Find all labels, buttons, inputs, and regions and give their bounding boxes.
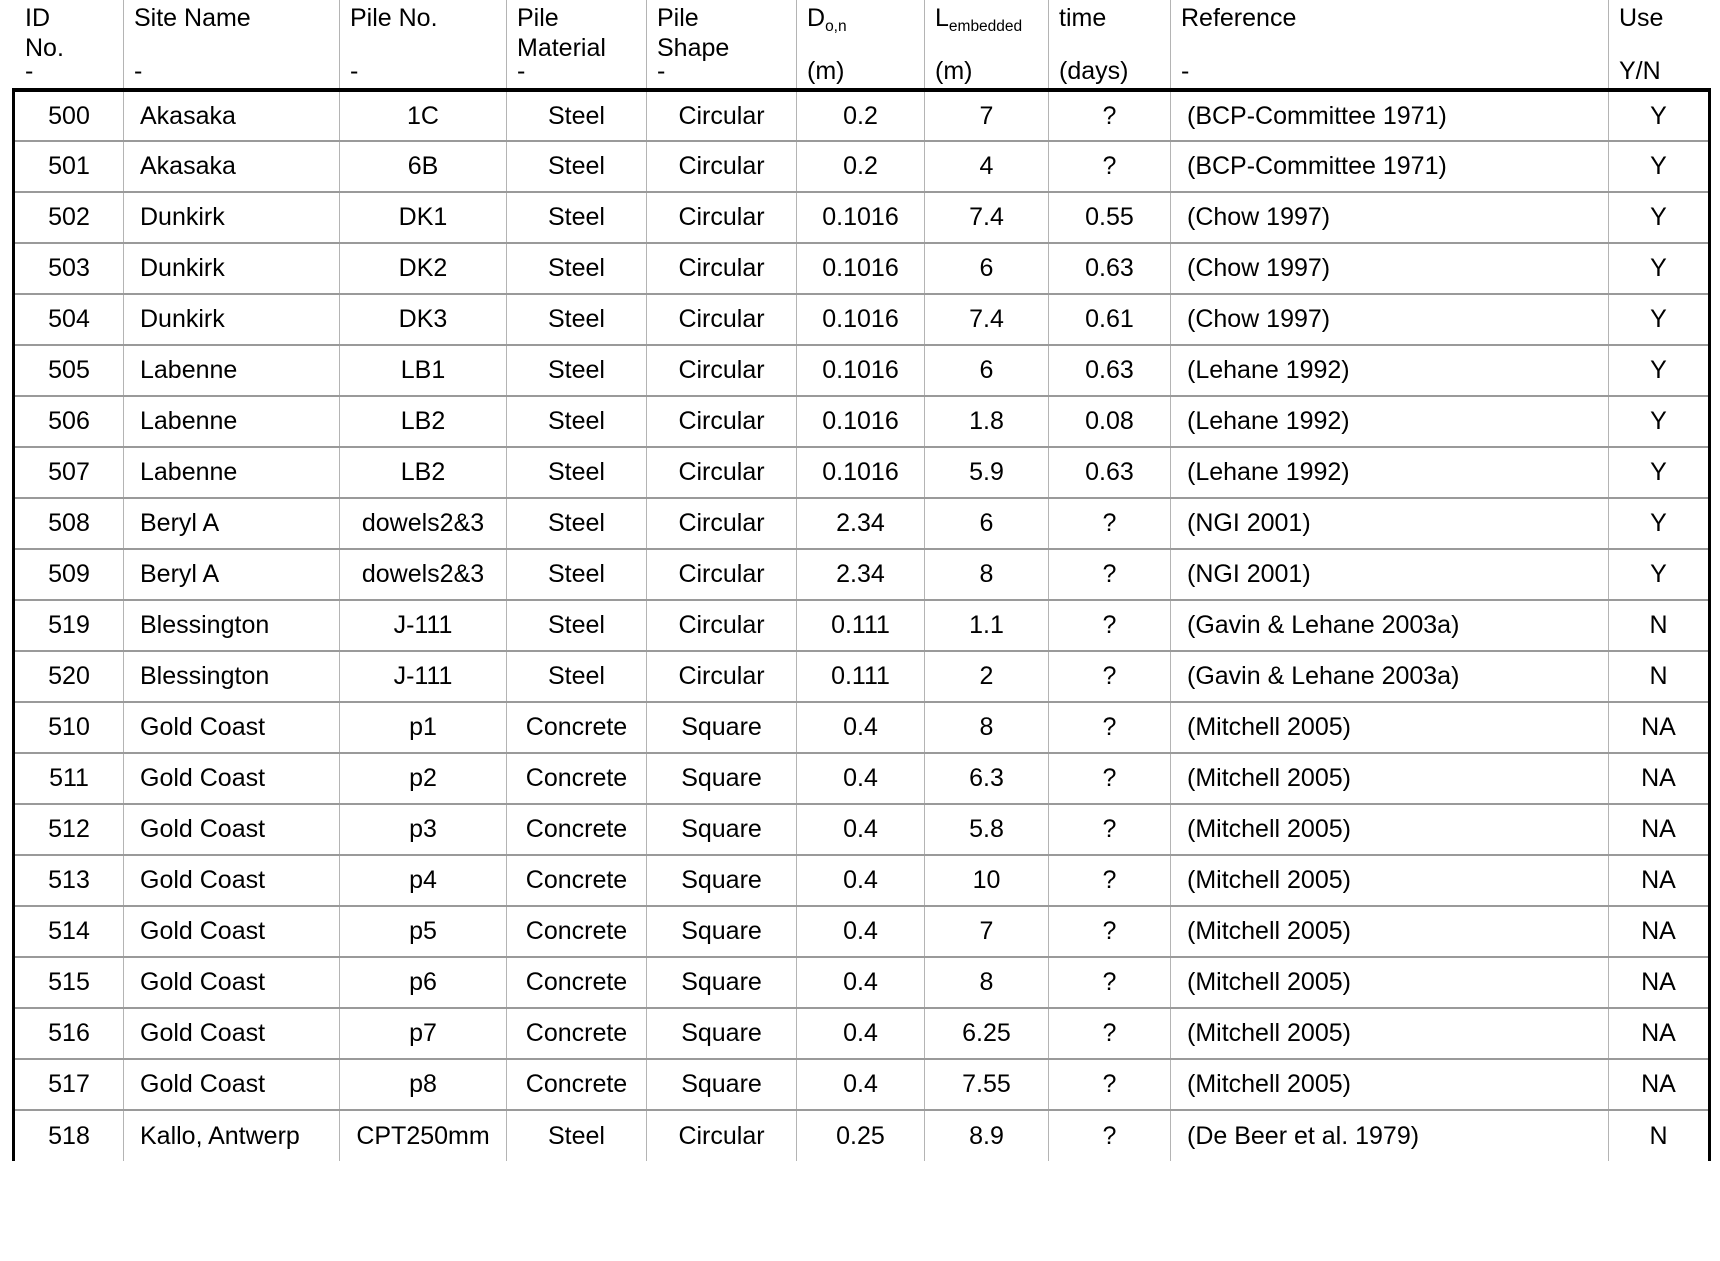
cell-d_on: 0.4 (797, 1008, 925, 1059)
cell-material: Concrete (507, 906, 647, 957)
cell-l_emb: 2 (925, 651, 1049, 702)
column-header-title: time (1059, 4, 1107, 32)
cell-time: ? (1049, 1008, 1171, 1059)
cell-use: Y (1609, 396, 1710, 447)
cell-time: ? (1049, 651, 1171, 702)
column-header-unit: - (134, 57, 143, 86)
cell-reference: (Gavin & Lehane 2003a) (1171, 600, 1609, 651)
cell-d_on: 0.25 (797, 1110, 925, 1161)
cell-id: 506 (14, 396, 124, 447)
cell-material: Steel (507, 141, 647, 192)
cell-l_emb: 5.8 (925, 804, 1049, 855)
cell-site: Labenne (124, 345, 340, 396)
cell-pile_no: p1 (340, 702, 507, 753)
column-header-title: Use (1619, 4, 1664, 32)
cell-shape: Square (647, 1008, 797, 1059)
cell-material: Concrete (507, 753, 647, 804)
column-header-title: $L_{embedded}$ (935, 4, 1023, 35)
cell-site: Gold Coast (124, 804, 340, 855)
column-header-cell (1171, 0, 1608, 88)
cell-l_emb: 10 (925, 855, 1049, 906)
cell-time: ? (1049, 1110, 1171, 1161)
cell-pile_no: 1C (340, 90, 507, 141)
cell-id: 516 (14, 1008, 124, 1059)
cell-use: Y (1609, 90, 1710, 141)
cell-reference: (Mitchell 2005) (1171, 1059, 1609, 1110)
cell-use: Y (1609, 447, 1710, 498)
cell-material: Concrete (507, 957, 647, 1008)
cell-time: ? (1049, 600, 1171, 651)
table-row[interactable] (14, 447, 1710, 498)
column-header-cell (507, 0, 646, 88)
column-header-title: Reference (1181, 4, 1297, 32)
cell-material: Steel (507, 498, 647, 549)
column-header-shape (647, 0, 797, 90)
cell-reference: (BCP-Committee 1971) (1171, 90, 1609, 141)
cell-d_on: 0.4 (797, 957, 925, 1008)
cell-time: 0.63 (1049, 447, 1171, 498)
cell-shape: Square (647, 753, 797, 804)
cell-pile_no: DK1 (340, 192, 507, 243)
table-row[interactable] (14, 651, 1710, 702)
cell-use: Y (1609, 141, 1710, 192)
cell-site: Akasaka (124, 141, 340, 192)
column-header-reference (1171, 0, 1609, 90)
cell-site: Gold Coast (124, 855, 340, 906)
cell-pile_no: dowels2&3 (340, 498, 507, 549)
column-header-cell (925, 0, 1048, 88)
column-header-unit: - (25, 57, 34, 86)
cell-id: 512 (14, 804, 124, 855)
cell-d_on: 0.1016 (797, 447, 925, 498)
column-header-pile_no (340, 0, 507, 90)
cell-l_emb: 6.3 (925, 753, 1049, 804)
cell-l_emb: 7 (925, 906, 1049, 957)
cell-site: Blessington (124, 651, 340, 702)
cell-l_emb: 6 (925, 345, 1049, 396)
cell-time: ? (1049, 753, 1171, 804)
cell-reference: (Chow 1997) (1171, 294, 1609, 345)
cell-shape: Circular (647, 396, 797, 447)
column-header-title: Site Name (134, 4, 251, 32)
cell-site: Dunkirk (124, 192, 340, 243)
cell-d_on: 0.1016 (797, 396, 925, 447)
column-header-cell (340, 0, 506, 88)
cell-id: 511 (14, 753, 124, 804)
table-body (14, 90, 1710, 1161)
cell-use: NA (1609, 957, 1710, 1008)
cell-shape: Circular (647, 498, 797, 549)
column-header-unit: (m) (807, 57, 845, 86)
cell-material: Steel (507, 294, 647, 345)
cell-material: Steel (507, 90, 647, 141)
cell-id: 518 (14, 1110, 124, 1161)
cell-reference: (Mitchell 2005) (1171, 753, 1609, 804)
cell-d_on: 0.4 (797, 906, 925, 957)
cell-d_on: 0.4 (797, 753, 925, 804)
cell-l_emb: 1.8 (925, 396, 1049, 447)
cell-site: Gold Coast (124, 906, 340, 957)
cell-site: Labenne (124, 447, 340, 498)
cell-l_emb: 8.9 (925, 1110, 1049, 1161)
cell-site: Kallo, Antwerp (124, 1110, 340, 1161)
table-row[interactable] (14, 804, 1710, 855)
cell-reference: (Gavin & Lehane 2003a) (1171, 651, 1609, 702)
cell-pile_no: DK2 (340, 243, 507, 294)
cell-l_emb: 7.55 (925, 1059, 1049, 1110)
cell-l_emb: 8 (925, 957, 1049, 1008)
cell-site: Gold Coast (124, 702, 340, 753)
cell-use: N (1609, 651, 1710, 702)
cell-l_emb: 4 (925, 141, 1049, 192)
cell-pile_no: p6 (340, 957, 507, 1008)
cell-time: 0.63 (1049, 243, 1171, 294)
cell-id: 515 (14, 957, 124, 1008)
cell-id: 500 (14, 90, 124, 141)
column-header-cell (1609, 0, 1708, 88)
cell-site: Beryl A (124, 498, 340, 549)
cell-pile_no: p4 (340, 855, 507, 906)
cell-reference: (De Beer et al. 1979) (1171, 1110, 1609, 1161)
table-row[interactable] (14, 141, 1710, 192)
cell-material: Concrete (507, 1008, 647, 1059)
cell-site: Gold Coast (124, 957, 340, 1008)
cell-use: NA (1609, 1008, 1710, 1059)
cell-shape: Square (647, 1059, 797, 1110)
cell-shape: Circular (647, 345, 797, 396)
table-row[interactable] (14, 1008, 1710, 1059)
cell-site: Labenne (124, 396, 340, 447)
table-row[interactable] (14, 294, 1710, 345)
cell-use: Y (1609, 192, 1710, 243)
cell-use: Y (1609, 549, 1710, 600)
table-row[interactable] (14, 1110, 1710, 1161)
column-header-id (14, 0, 124, 90)
table-row[interactable] (14, 702, 1710, 753)
cell-reference: (Mitchell 2005) (1171, 1008, 1609, 1059)
cell-l_emb: 6 (925, 498, 1049, 549)
table-row[interactable] (14, 345, 1710, 396)
cell-material: Steel (507, 651, 647, 702)
cell-shape: Square (647, 702, 797, 753)
cell-d_on: 0.4 (797, 1059, 925, 1110)
cell-shape: Circular (647, 651, 797, 702)
cell-d_on: 0.4 (797, 855, 925, 906)
cell-reference: (Lehane 1992) (1171, 447, 1609, 498)
cell-reference: (Mitchell 2005) (1171, 804, 1609, 855)
cell-site: Gold Coast (124, 1059, 340, 1110)
cell-time: ? (1049, 498, 1171, 549)
column-header-unit: Y/N (1619, 57, 1661, 86)
cell-l_emb: 8 (925, 702, 1049, 753)
cell-id: 508 (14, 498, 124, 549)
table-header (14, 0, 1710, 90)
cell-pile_no: LB2 (340, 396, 507, 447)
cell-id: 507 (14, 447, 124, 498)
cell-material: Steel (507, 243, 647, 294)
cell-id: 513 (14, 855, 124, 906)
cell-material: Steel (507, 600, 647, 651)
cell-shape: Circular (647, 294, 797, 345)
cell-pile_no: p7 (340, 1008, 507, 1059)
column-header-cell (124, 0, 339, 88)
cell-site: Dunkirk (124, 294, 340, 345)
cell-shape: Circular (647, 141, 797, 192)
cell-id: 519 (14, 600, 124, 651)
column-header-cell (797, 0, 924, 88)
column-header-unit: (days) (1059, 57, 1129, 86)
cell-material: Steel (507, 447, 647, 498)
cell-use: NA (1609, 855, 1710, 906)
cell-shape: Circular (647, 90, 797, 141)
cell-pile_no: CPT250mm (340, 1110, 507, 1161)
cell-material: Concrete (507, 855, 647, 906)
cell-shape: Circular (647, 447, 797, 498)
cell-reference: (Chow 1997) (1171, 243, 1609, 294)
cell-pile_no: 6B (340, 141, 507, 192)
cell-use: Y (1609, 345, 1710, 396)
cell-d_on: 2.34 (797, 549, 925, 600)
cell-reference: (Chow 1997) (1171, 192, 1609, 243)
column-header-unit: (m) (935, 57, 973, 86)
cell-id: 509 (14, 549, 124, 600)
column-header-title: ID No. (25, 4, 64, 62)
cell-d_on: 0.4 (797, 804, 925, 855)
cell-reference: (NGI 2001) (1171, 549, 1609, 600)
column-header-subscript: o,n (825, 17, 847, 35)
cell-shape: Square (647, 804, 797, 855)
table-row[interactable] (14, 600, 1710, 651)
cell-time: ? (1049, 906, 1171, 957)
cell-time: 0.55 (1049, 192, 1171, 243)
cell-l_emb: 6.25 (925, 1008, 1049, 1059)
cell-id: 501 (14, 141, 124, 192)
cell-site: Gold Coast (124, 753, 340, 804)
cell-use: N (1609, 600, 1710, 651)
cell-id: 514 (14, 906, 124, 957)
cell-id: 503 (14, 243, 124, 294)
cell-use: NA (1609, 804, 1710, 855)
cell-material: Steel (507, 549, 647, 600)
column-header-title: Pile Shape (657, 4, 730, 62)
cell-material: Steel (507, 345, 647, 396)
cell-shape: Circular (647, 549, 797, 600)
cell-l_emb: 7.4 (925, 192, 1049, 243)
cell-d_on: 0.2 (797, 141, 925, 192)
column-header-title: $D_{o,n}$ (807, 4, 847, 35)
table-row[interactable] (14, 396, 1710, 447)
cell-time: 0.08 (1049, 396, 1171, 447)
cell-l_emb: 7.4 (925, 294, 1049, 345)
column-header-cell (647, 0, 796, 88)
column-header-cell (15, 0, 123, 88)
cell-site: Akasaka (124, 90, 340, 141)
cell-material: Concrete (507, 702, 647, 753)
column-header-l_emb (925, 0, 1049, 90)
cell-material: Steel (507, 396, 647, 447)
cell-use: Y (1609, 498, 1710, 549)
cell-d_on: 0.1016 (797, 294, 925, 345)
cell-id: 505 (14, 345, 124, 396)
column-header-unit: - (1181, 57, 1190, 86)
cell-use: Y (1609, 243, 1710, 294)
cell-pile_no: LB1 (340, 345, 507, 396)
cell-material: Steel (507, 1110, 647, 1161)
cell-d_on: 0.1016 (797, 243, 925, 294)
cell-id: 502 (14, 192, 124, 243)
cell-reference: (NGI 2001) (1171, 498, 1609, 549)
cell-pile_no: dowels2&3 (340, 549, 507, 600)
column-header-unit: - (657, 57, 666, 86)
cell-time: ? (1049, 702, 1171, 753)
cell-d_on: 0.111 (797, 651, 925, 702)
cell-d_on: 0.2 (797, 90, 925, 141)
table-row[interactable] (14, 957, 1710, 1008)
cell-pile_no: DK3 (340, 294, 507, 345)
cell-time: ? (1049, 957, 1171, 1008)
cell-pile_no: p8 (340, 1059, 507, 1110)
cell-d_on: 0.1016 (797, 345, 925, 396)
cell-shape: Square (647, 906, 797, 957)
column-header-use (1609, 0, 1710, 90)
table-row[interactable] (14, 192, 1710, 243)
table-row[interactable] (14, 243, 1710, 294)
column-header-title: Pile No. (350, 4, 438, 32)
cell-use: N (1609, 1110, 1710, 1161)
cell-reference: (Mitchell 2005) (1171, 957, 1609, 1008)
cell-d_on: 0.4 (797, 702, 925, 753)
cell-site: Beryl A (124, 549, 340, 600)
cell-pile_no: p5 (340, 906, 507, 957)
cell-reference: (Lehane 1992) (1171, 396, 1609, 447)
cell-material: Concrete (507, 1059, 647, 1110)
cell-shape: Circular (647, 243, 797, 294)
column-header-subscript: embedded (948, 17, 1023, 35)
cell-use: NA (1609, 1059, 1710, 1110)
column-header-site (124, 0, 340, 90)
cell-time: ? (1049, 549, 1171, 600)
cell-pile_no: p3 (340, 804, 507, 855)
cell-shape: Circular (647, 1110, 797, 1161)
cell-use: NA (1609, 753, 1710, 804)
column-header-time (1049, 0, 1171, 90)
cell-l_emb: 8 (925, 549, 1049, 600)
cell-reference: (BCP-Committee 1971) (1171, 141, 1609, 192)
cell-pile_no: J-111 (340, 651, 507, 702)
cell-use: NA (1609, 906, 1710, 957)
pile-database-table (12, 0, 1711, 1161)
cell-time: ? (1049, 1059, 1171, 1110)
cell-use: NA (1609, 702, 1710, 753)
cell-shape: Circular (647, 192, 797, 243)
cell-time: 0.61 (1049, 294, 1171, 345)
cell-time: ? (1049, 141, 1171, 192)
table-row[interactable] (14, 753, 1710, 804)
table-row[interactable] (14, 549, 1710, 600)
cell-reference: (Mitchell 2005) (1171, 855, 1609, 906)
cell-time: 0.63 (1049, 345, 1171, 396)
cell-pile_no: LB2 (340, 447, 507, 498)
cell-l_emb: 6 (925, 243, 1049, 294)
cell-time: ? (1049, 804, 1171, 855)
cell-use: Y (1609, 294, 1710, 345)
cell-site: Blessington (124, 600, 340, 651)
cell-pile_no: J-111 (340, 600, 507, 651)
cell-reference: (Mitchell 2005) (1171, 906, 1609, 957)
cell-material: Concrete (507, 804, 647, 855)
table-row[interactable] (14, 855, 1710, 906)
table-row[interactable] (14, 90, 1710, 141)
column-header-title: Pile Material (517, 4, 606, 62)
cell-site: Gold Coast (124, 1008, 340, 1059)
cell-material: Steel (507, 192, 647, 243)
cell-l_emb: 5.9 (925, 447, 1049, 498)
cell-site: Dunkirk (124, 243, 340, 294)
column-header-unit: - (350, 57, 359, 86)
cell-pile_no: p2 (340, 753, 507, 804)
cell-time: ? (1049, 90, 1171, 141)
cell-reference: (Mitchell 2005) (1171, 702, 1609, 753)
cell-shape: Square (647, 855, 797, 906)
cell-time: ? (1049, 855, 1171, 906)
cell-id: 517 (14, 1059, 124, 1110)
column-header-cell (1049, 0, 1170, 88)
cell-l_emb: 1.1 (925, 600, 1049, 651)
cell-d_on: 2.34 (797, 498, 925, 549)
cell-id: 510 (14, 702, 124, 753)
cell-reference: (Lehane 1992) (1171, 345, 1609, 396)
header-row (14, 0, 1710, 90)
cell-shape: Circular (647, 600, 797, 651)
column-header-d_on (797, 0, 925, 90)
table-row[interactable] (14, 1059, 1710, 1110)
column-header-unit: - (517, 57, 526, 86)
column-header-material (507, 0, 647, 90)
cell-d_on: 0.111 (797, 600, 925, 651)
cell-shape: Square (647, 957, 797, 1008)
table-row[interactable] (14, 498, 1710, 549)
cell-id: 520 (14, 651, 124, 702)
cell-l_emb: 7 (925, 90, 1049, 141)
cell-d_on: 0.1016 (797, 192, 925, 243)
cell-id: 504 (14, 294, 124, 345)
table-row[interactable] (14, 906, 1710, 957)
